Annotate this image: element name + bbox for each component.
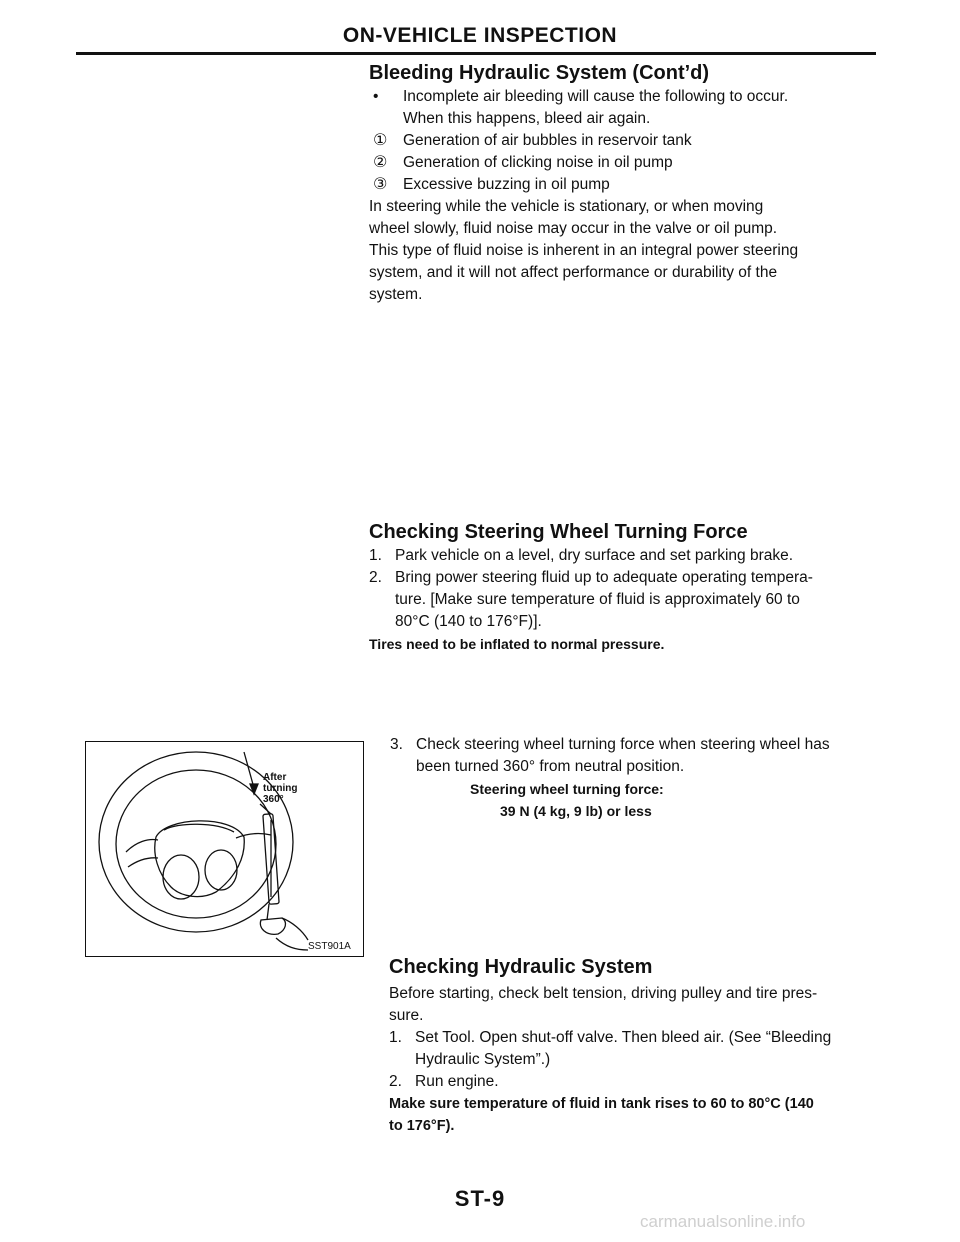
step-number: 3.	[390, 736, 403, 753]
step-text: Bring power steering fluid up to adequate operating tempera-	[395, 569, 813, 586]
step-text: Set Tool. Open shut-off valve. Then bleed air. (See “Bleeding	[415, 1029, 832, 1046]
figure-label-line: After	[263, 772, 287, 783]
paragraph-line: system, and it will not affect performance or durability of the	[369, 264, 778, 281]
item-marker: ②	[373, 154, 388, 171]
step-text: Park vehicle on a level, dry surface and set parking brake.	[395, 547, 794, 564]
item-text: Excessive buzzing in oil pump	[403, 176, 610, 193]
intro-line: sure.	[389, 1007, 424, 1024]
header-rule	[76, 52, 876, 55]
page-number: ST-9	[454, 1186, 506, 1211]
step-text: Hydraulic System”.)	[415, 1051, 551, 1068]
turning-force-step3	[390, 734, 830, 822]
section-title-hydraulic: Checking Hydraulic System	[389, 956, 653, 978]
step-text: Run engine.	[415, 1073, 499, 1090]
bullet-marker: •	[373, 88, 379, 105]
section-title-bleeding: Bleeding Hydraulic System (Cont’d)	[369, 62, 710, 84]
temperature-note-line: to 176°F).	[389, 1118, 455, 1134]
step-number: 1.	[389, 1029, 402, 1046]
watermark: carmanualsonline.info	[640, 1212, 806, 1231]
step-text: ture. [Make sure temperature of fluid is approximately 60 to	[395, 591, 800, 608]
turning-force-steps	[369, 545, 813, 655]
figure-label-line: 360°	[263, 794, 284, 805]
page-header-title: ON-VEHICLE INSPECTION	[342, 24, 618, 47]
paragraph-line: In steering while the vehicle is stationary, or when moving	[369, 198, 764, 215]
bleeding-bullet-block	[373, 86, 788, 196]
figure-label-line: turning	[263, 783, 298, 794]
step-text: been turned 360° from neutral position.	[416, 758, 685, 775]
steering-wheel-figure	[85, 741, 364, 957]
bullet-line: When this happens, bleed air again.	[403, 110, 651, 127]
paragraph-line: This type of fluid noise is inherent in an integral power steering	[369, 242, 799, 259]
paragraph-line: system.	[369, 286, 423, 303]
step-number: 2.	[389, 1073, 402, 1090]
steering-wheel-illustration	[86, 742, 363, 956]
intro-line: Before starting, check belt tension, driving pulley and tire pres-	[389, 985, 818, 1002]
step-text: Check steering wheel turning force when steering wheel has	[416, 736, 830, 753]
figure-label	[263, 772, 297, 805]
paragraph-line: wheel slowly, fluid noise may occur in the valve or oil pump.	[369, 220, 778, 237]
item-text: Generation of air bubbles in reservoir tank	[403, 132, 692, 149]
spec-value: 39 N (4 kg, 9 lb) or less	[500, 803, 652, 819]
step-text: 80°C (140 to 176°F)].	[395, 613, 542, 630]
spec-label: Steering wheel turning force:	[470, 781, 664, 797]
step-number: 1.	[369, 547, 382, 564]
section-title-turning-force: Checking Steering Wheel Turning Force	[369, 521, 748, 543]
item-marker: ③	[373, 176, 388, 193]
bullet-line: Incomplete air bleeding will cause the following to occur.	[403, 88, 789, 105]
figure-code: SST901A	[308, 941, 351, 952]
item-marker: ①	[373, 132, 388, 149]
step-number: 2.	[369, 569, 382, 586]
bleeding-paragraph	[369, 196, 879, 306]
item-text: Generation of clicking noise in oil pump	[403, 154, 673, 171]
tire-pressure-note: Tires need to be inflated to normal pressure.	[369, 636, 665, 652]
temperature-note-line: Make sure temperature of fluid in tank rises to 60 to 80°C (140	[389, 1096, 814, 1112]
hydraulic-body	[389, 983, 831, 1137]
